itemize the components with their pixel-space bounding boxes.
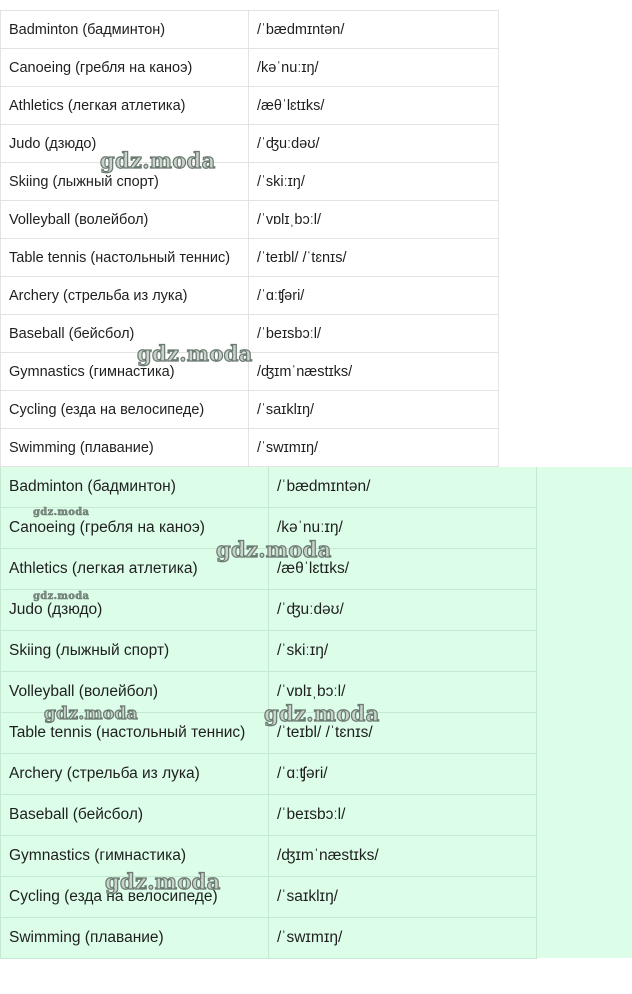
- table-row: [1, 590, 537, 631]
- word-cell: Gymnastics (гимнастика): [1, 353, 249, 391]
- word-cell: Gymnastics (гимнастика): [1, 836, 269, 877]
- ipa-cell: /ˈbædmɪntən/: [249, 11, 499, 49]
- watermark: gdz.moda: [33, 591, 90, 602]
- table-row: [1, 315, 499, 353]
- table-row: [1, 467, 537, 508]
- word-cell: Cycling (езда на велосипеде): [1, 391, 249, 429]
- ipa-cell: /ˈbeɪsbɔːl/: [269, 795, 537, 836]
- word-cell: Table tennis (настольный теннис): [1, 713, 269, 754]
- table-row: [1, 631, 537, 672]
- word-cell: Archery (стрельба из лука): [1, 754, 269, 795]
- ipa-cell: /ˈswɪmɪŋ/: [249, 429, 499, 467]
- ipa-cell: /æθˈlɛtɪks/: [249, 87, 499, 125]
- table-row: [1, 918, 537, 959]
- watermark: gdz.moda: [137, 341, 253, 366]
- watermark: gdz.moda: [105, 869, 221, 894]
- ipa-cell: /ˈɑːʧəri/: [269, 754, 537, 795]
- table-row: [1, 549, 537, 590]
- ipa-cell: /ˈteɪbl/ /ˈtɛnɪs/: [249, 239, 499, 277]
- ipa-cell: /ˈbædmɪntən/: [269, 467, 537, 508]
- table-row: [1, 87, 499, 125]
- table-row: [1, 353, 499, 391]
- word-cell: Baseball (бейсбол): [1, 795, 269, 836]
- ipa-cell: /ˈskiːɪŋ/: [269, 631, 537, 672]
- table-row: [1, 429, 499, 467]
- vocabulary-table-green: [0, 467, 537, 959]
- ipa-cell: /ˈbeɪsbɔːl/: [249, 315, 499, 353]
- word-cell: Archery (стрельба из лука): [1, 277, 249, 315]
- ipa-cell: /ˈswɪmɪŋ/: [269, 918, 537, 959]
- table-row: [1, 836, 537, 877]
- vocabulary-table-body: [1, 11, 499, 467]
- ipa-cell: /ʤɪmˈnæstɪks/: [249, 353, 499, 391]
- word-cell: Badminton (бадминтон): [1, 11, 249, 49]
- ipa-cell: /kəˈnuːɪŋ/: [249, 49, 499, 87]
- table-row: [1, 391, 499, 429]
- ipa-cell: /ˈsaɪklɪŋ/: [269, 877, 537, 918]
- watermark: gdz.moda: [33, 507, 90, 518]
- table-row: [1, 877, 537, 918]
- word-cell: Swimming (плавание): [1, 429, 249, 467]
- table-row: [1, 49, 499, 87]
- word-cell: Canoeing (гребля на каноэ): [1, 49, 249, 87]
- vocabulary-table-white: [0, 10, 499, 467]
- word-cell: Swimming (плавание): [1, 918, 269, 959]
- ipa-cell: /æθˈlɛtɪks/: [269, 549, 537, 590]
- table-row: [1, 277, 499, 315]
- table-row: [1, 125, 499, 163]
- watermark: gdz.moda: [216, 537, 332, 562]
- ipa-cell: /ˈvɒlɪˌbɔːl/: [269, 672, 537, 713]
- word-cell: Table tennis (настольный теннис): [1, 239, 249, 277]
- ipa-cell: /ˈʤuːdəʊ/: [249, 125, 499, 163]
- ipa-cell: /kəˈnuːɪŋ/: [269, 508, 537, 549]
- vocabulary-table-body: [1, 467, 537, 959]
- word-cell: Volleyball (волейбол): [1, 201, 249, 239]
- table-row: [1, 201, 499, 239]
- watermark: gdz.moda: [100, 148, 216, 173]
- ipa-cell: /ˈɑːʧəri/: [249, 277, 499, 315]
- table-row: [1, 163, 499, 201]
- table-row: [1, 754, 537, 795]
- ipa-cell: /ˈteɪbl/ /ˈtɛnɪs/: [269, 713, 537, 754]
- word-cell: Judo (дзюдо): [1, 125, 249, 163]
- ipa-cell: /ˈskiːɪŋ/: [249, 163, 499, 201]
- table-row: [1, 508, 537, 549]
- watermark: gdz.moda: [264, 701, 380, 726]
- table-row: [1, 795, 537, 836]
- ipa-cell: /ˈʤuːdəʊ/: [269, 590, 537, 631]
- word-cell: Skiing (лыжный спорт): [1, 631, 269, 672]
- table-row: [1, 713, 537, 754]
- word-cell: Baseball (бейсбол): [1, 315, 249, 353]
- ipa-cell: /ˈsaɪklɪŋ/: [249, 391, 499, 429]
- table-row: [1, 672, 537, 713]
- word-cell: Skiing (лыжный спорт): [1, 163, 249, 201]
- table-row: [1, 11, 499, 49]
- word-cell: Athletics (легкая атлетика): [1, 549, 269, 590]
- ipa-cell: /ˈvɒlɪˌbɔːl/: [249, 201, 499, 239]
- watermark: gdz.moda: [44, 704, 138, 724]
- word-cell: Badminton (бадминтон): [1, 467, 269, 508]
- word-cell: Cycling (езда на велосипеде): [1, 877, 269, 918]
- word-cell: Judo (дзюдо): [1, 590, 269, 631]
- word-cell: Athletics (легкая атлетика): [1, 87, 249, 125]
- table-row: [1, 239, 499, 277]
- word-cell: Canoeing (гребля на каноэ): [1, 508, 269, 549]
- ipa-cell: /ʤɪmˈnæstɪks/: [269, 836, 537, 877]
- word-cell: Volleyball (волейбол): [1, 672, 269, 713]
